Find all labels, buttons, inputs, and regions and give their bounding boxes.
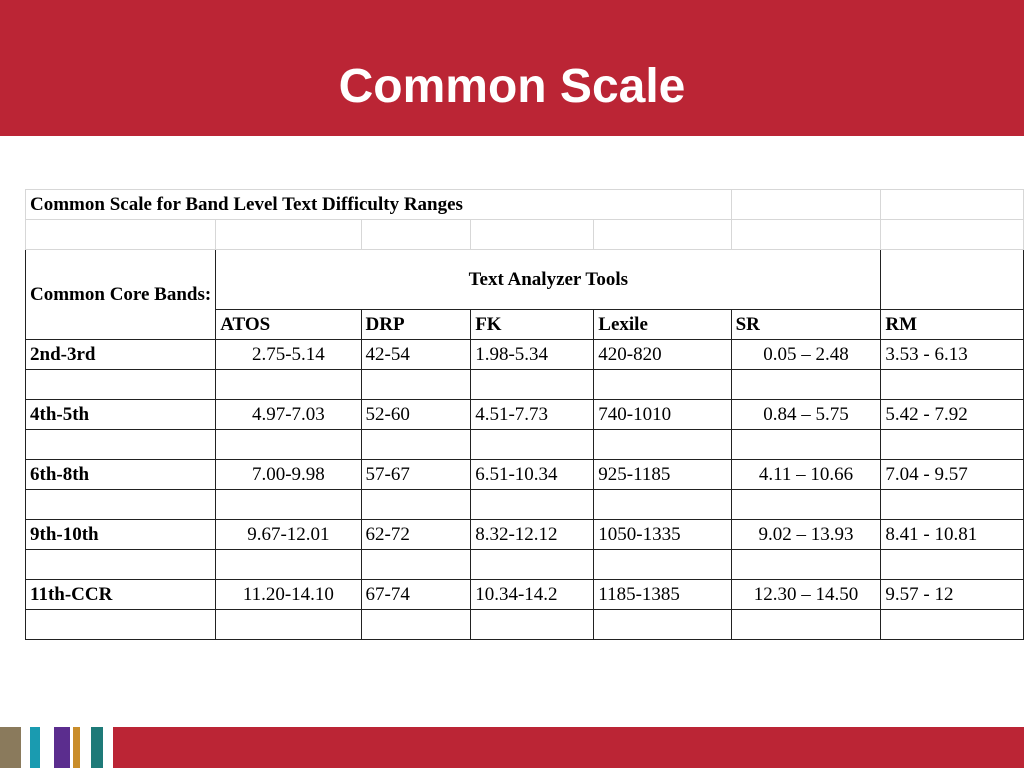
- empty-cell: [881, 190, 1024, 220]
- blank-row: [26, 610, 1024, 640]
- fk-cell: 8.32-12.12: [471, 520, 594, 550]
- band-level-table: [25, 189, 1024, 640]
- rm-cell: 9.57 - 12: [881, 580, 1024, 610]
- band-cell: 4th-5th: [26, 400, 216, 430]
- column-header-sr: SR: [731, 310, 881, 340]
- lexile-cell: 1050-1335: [594, 520, 731, 550]
- table-row: [26, 340, 1024, 370]
- fk-cell: 1.98-5.34: [471, 340, 594, 370]
- column-header-lexile: Lexile: [594, 310, 731, 340]
- fk-cell: 4.51-7.73: [471, 400, 594, 430]
- table-row: [26, 460, 1024, 490]
- blank-row: [26, 490, 1024, 520]
- lexile-cell: 740-1010: [594, 400, 731, 430]
- blank-row: [26, 550, 1024, 580]
- sr-cell: 0.84 – 5.75: [731, 400, 881, 430]
- fk-cell: 10.34-14.2: [471, 580, 594, 610]
- blank-row: [26, 370, 1024, 400]
- drp-cell: 57-67: [361, 460, 471, 490]
- band-cell: 9th-10th: [26, 520, 216, 550]
- column-header-atos: ATOS: [216, 310, 361, 340]
- band-cell: 11th-CCR: [26, 580, 216, 610]
- blank-row: [26, 430, 1024, 460]
- sr-cell: 4.11 – 10.66: [731, 460, 881, 490]
- column-header-fk: FK: [471, 310, 594, 340]
- lexile-cell: 420-820: [594, 340, 731, 370]
- footer-stripe: [0, 727, 21, 768]
- lexile-cell: 925-1185: [594, 460, 731, 490]
- sr-cell: 12.30 – 14.50: [731, 580, 881, 610]
- rm-cell: 8.41 - 10.81: [881, 520, 1024, 550]
- column-header-rm: RM: [881, 310, 1024, 340]
- rm-cell: 7.04 - 9.57: [881, 460, 1024, 490]
- sr-cell: 9.02 – 13.93: [731, 520, 881, 550]
- caption-row: [26, 190, 1024, 220]
- sr-cell: 0.05 – 2.48: [731, 340, 881, 370]
- footer-stripe: [91, 727, 103, 768]
- empty-cell: [881, 250, 1024, 310]
- column-header-drp: DRP: [361, 310, 471, 340]
- drp-cell: 62-72: [361, 520, 471, 550]
- table-row: [26, 580, 1024, 610]
- rm-cell: 3.53 - 6.13: [881, 340, 1024, 370]
- tools-header-row: [26, 250, 1024, 310]
- footer-stripe: [54, 727, 70, 768]
- table-row: [26, 520, 1024, 550]
- footer-stripe: [73, 727, 80, 768]
- drp-cell: 42-54: [361, 340, 471, 370]
- atos-cell: 4.97-7.03: [216, 400, 361, 430]
- footer-bar: [113, 727, 1024, 768]
- empty-cell: [731, 190, 881, 220]
- lexile-cell: 1185-1385: [594, 580, 731, 610]
- table-row: [26, 400, 1024, 430]
- table-caption: Common Scale for Band Level Text Difficulty Ranges: [26, 190, 732, 220]
- atos-cell: 7.00-9.98: [216, 460, 361, 490]
- drp-cell: 67-74: [361, 580, 471, 610]
- tools-header: Text Analyzer Tools: [216, 250, 881, 310]
- fk-cell: 6.51-10.34: [471, 460, 594, 490]
- spacer-row: [26, 220, 1024, 250]
- drp-cell: 52-60: [361, 400, 471, 430]
- rm-cell: 5.42 - 7.92: [881, 400, 1024, 430]
- band-cell: 2nd-3rd: [26, 340, 216, 370]
- band-column-header: Common Core Bands:: [26, 250, 216, 340]
- band-cell: 6th-8th: [26, 460, 216, 490]
- atos-cell: 2.75-5.14: [216, 340, 361, 370]
- footer-stripe: [30, 727, 40, 768]
- slide-title: Common Scale: [338, 60, 686, 113]
- atos-cell: 9.67-12.01: [216, 520, 361, 550]
- atos-cell: 11.20-14.10: [216, 580, 361, 610]
